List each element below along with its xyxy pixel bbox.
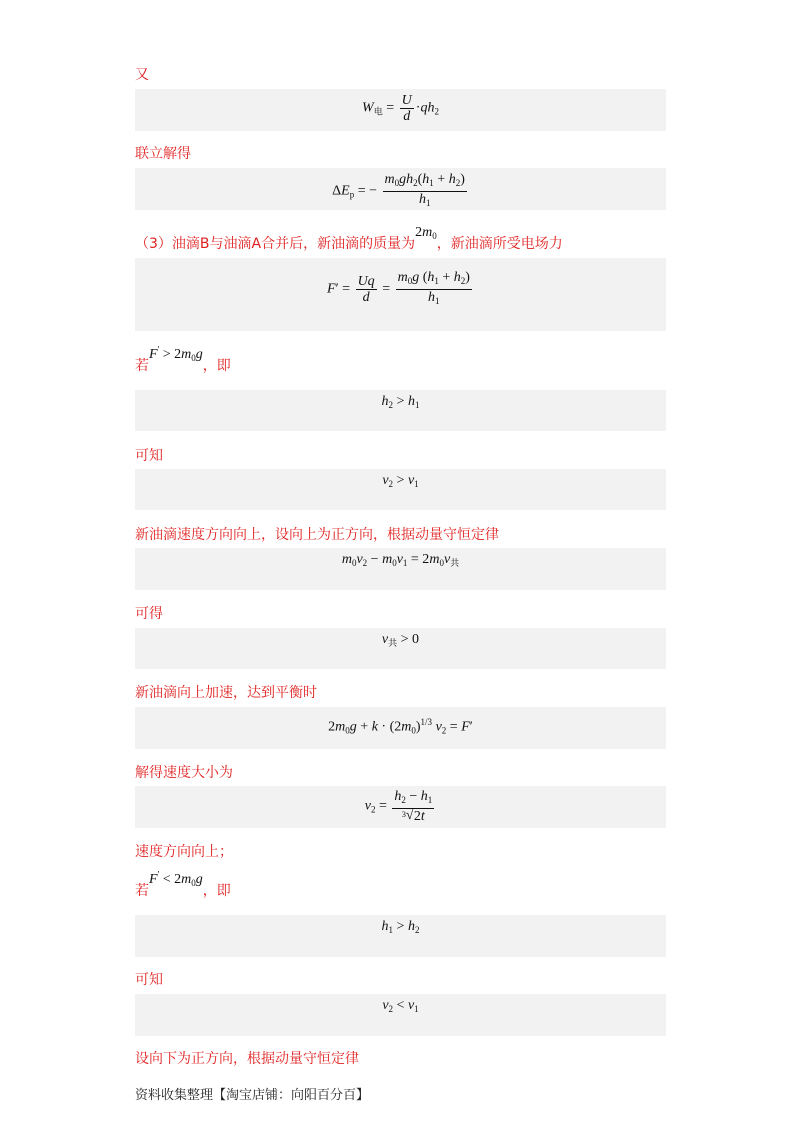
equation-box-vgong-gt-0 <box>135 628 666 669</box>
text-accelerate-up: 新油滴向上加速，达到平衡时 <box>135 685 317 701</box>
text-direction-up: 新油滴速度方向向上，设向上为正方向，根据动量守恒定律 <box>135 527 499 543</box>
text-ruo-1: 若$F' > 2m_0g$，即 <box>135 344 231 374</box>
text-kede: 可得 <box>135 606 163 622</box>
equation-box-v2-solution <box>135 786 666 828</box>
equation-v2-gt-v1: $v_2 > v_1$ <box>382 473 419 489</box>
text-kezhi-2: 可知 <box>135 972 163 988</box>
text-ruo-2: 若$F' < 2m_0g$，即 <box>135 869 231 899</box>
equation-h1-gt-h2: $h_1 > h_2$ <box>381 919 420 935</box>
equation-box-v2-gt-v1 <box>135 469 666 510</box>
equation-momentum-1: $m_0v_2 - m_0v_1 = 2m_0v_共$ <box>341 552 460 568</box>
equation-box-v2-lt-v1 <box>135 994 666 1036</box>
text-speed-direction-up: 速度方向向上； <box>135 844 233 860</box>
math-f-lt-2m0g: $F' < 2m_0g$ <box>149 869 203 888</box>
equation-vgong-gt-0: $v_共 > 0$ <box>381 632 420 648</box>
text-kezhi-1: 可知 <box>135 448 163 464</box>
footer-source: 资料收集整理【淘宝店铺：向阳百分百】 <box>135 1088 370 1103</box>
equation-box-work <box>135 89 666 131</box>
text-part3: （3）油滴B与油滴A合并后，新油滴的质量为$2m_0$，新油滴所受电场力 <box>135 225 563 252</box>
text-direction-down: 设向下为正方向，根据动量守恒定律 <box>135 1051 359 1067</box>
equation-balance: $2m_0g + k \cdot (2m_0)^{1/3}$ $v_2 = F'$ <box>328 717 473 736</box>
equation-v2-solution: $v_2$ = $h_2 - h_1$ 3 √ 2t <box>364 789 433 824</box>
text-jiede-speed: 解得速度大小为 <box>135 765 233 781</box>
equation-box-h1-gt-h2 <box>135 915 666 957</box>
equation-box-h2-gt-h1 <box>135 390 666 431</box>
equation-delta-ep: $\Delta E_p$ = − $\frac{m_0gh_2(h_1 + h_2)}{h_1}$ <box>332 172 465 208</box>
text-lianli: 联立解得 <box>135 146 191 162</box>
text-you: 又 <box>135 67 149 83</box>
subscript-electric: 电 <box>373 106 383 117</box>
equation-v2-lt-v1: $v_2 < v_1$ <box>382 998 419 1014</box>
equation-h2-gt-h1: $h_2 > h_1$ <box>381 394 420 410</box>
equation-force: F′ = $\frac{Uq}{d}$ = $\frac{m_0g (h_1 + h_2)}{h_1}$ <box>327 270 470 306</box>
equation-work: $W_电$ = $\frac{U}{d}$ $\cdot qh_2$ <box>362 93 439 124</box>
equation-box-momentum-1 <box>135 548 666 590</box>
equation-box-balance <box>135 707 666 749</box>
math-f-gt-2m0g: $F' > 2m_0g$ <box>149 344 203 363</box>
math-2m0: $2m_0$ <box>415 225 437 241</box>
equation-box-force <box>135 258 666 331</box>
equation-box-delta-ep <box>135 168 666 210</box>
